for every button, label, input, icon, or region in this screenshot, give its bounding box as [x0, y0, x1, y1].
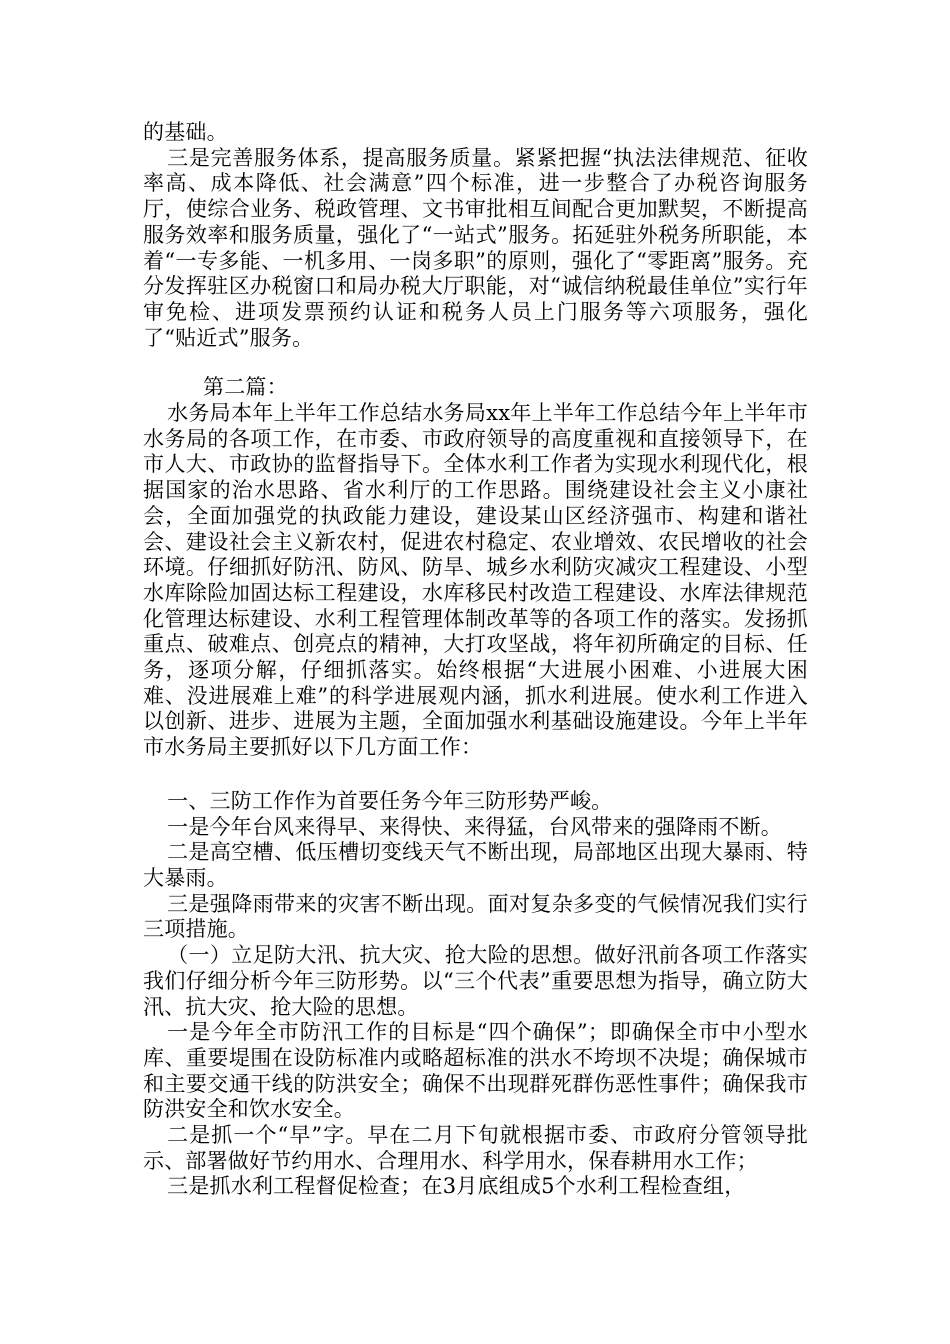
paragraph-item: 一、三防工作作为首要任务今年三防形势严峻。: [167, 788, 613, 813]
paragraph-intro-summary: 水务局本年上半年工作总结水务局xx年上半年工作总结今年上半年市水务局的各项工作，在市委、市政府领导的高度重视和直接领导下，在市人大、市政协的监督指导下。全体水利工作者为实现水利现代化，根据国家的治水思路、省水利厅的工作思路。围绕建设社会主义小康社会，全面加强党的执政能力建设，建设某山区经济强市、构建和谐社会、建设社会主义新农村，促进农村稳定、农业增效、农民增收的社会环境。仔细抓好防汛、防风、防旱、城乡水利防灾减灾工程建设、小型水库除险加固达标工程建设，水库移民村改造工程建设、水库法律规范化管理达标建设、水利工程管理体制改革等的各项工作的落实。发扬抓重点、破难点、创亮点的精神，大打攻坚战，将年初所确定的目标、任务，逐项分解，仔细抓落实。始终根据“大进展小困难、小进展大困难、没进展难上难”的科学进展观内涵，抓水利进展。使水利工作进入以创新、进步、进展为主题，全面加强水利基础设施建设。今年上半年市水务局主要抓好以下几方面工作：: [143, 401, 808, 760]
blank-line: [143, 351, 808, 375]
paragraph-item: 一是今年台风来得早、来得快、来得猛，台风带来的强降雨不断。: [167, 814, 782, 839]
paragraph-item: 一是今年全市防汛工作的目标是“四个确保”；即确保全市中小型水库、重要堤围在设防标准内或略超标准的洪水不垮坝不决堤；确保城市和主要交通干线的防洪安全；确保不出现群死群伤恶性事件；确保我市防洪安全和饮水安全。: [143, 1020, 808, 1122]
paragraph-service-system: 三是完善服务体系，提高服务质量。紧紧把握“执法法律规范、征收率高、成本降低、社会满意”四个标准，进一步整合了办税咨询服务厅，使综合业务、税政管理、文书审批相互间配合更加默契，不断提高服务效率和服务质量，强化了“一站式”服务。拓延驻外税务所职能，本着“一专多能、一机多用、一岗多职”的原则，强化了“零距离”服务。充分发挥驻区办税窗口和局办税大厅职能，对“诚信纳税最佳单位”实行年审免检、进项发票预约认证和税务人员上门服务等六项服务，强化了“贴近式”服务。: [143, 145, 808, 350]
paragraph-item: 三是强降雨带来的灾害不断出现。面对复杂多变的气候情况我们实行三项措施。: [143, 891, 808, 942]
paragraph-item: （一）立足防大汛、抗大灾、抢大险的思想。做好汛前各项工作落实我们仔细分析今年三防形势。以“三个代表”重要思想为指导，确立防大汛、抗大灾、抢大险的思想。: [143, 943, 808, 1019]
document-page: [143, 120, 808, 1200]
blank-line: [143, 761, 808, 789]
paragraph-item: 二是抓一个“早”字。早在二月下旬就根据市委、市政府分管领导批示、部署做好节约用水、合理用水、科学用水，保春耕用水工作；: [143, 1123, 808, 1173]
section-heading-part-two: 第二篇：: [203, 375, 288, 400]
paragraph-continuation: 的基础。: [143, 120, 228, 144]
paragraph-item: 三是抓水利工程督促检查；在3月底组成5个水利工程检查组，: [167, 1174, 746, 1199]
paragraph-item: 二是高空槽、低压槽切变线天气不断出现，局部地区出现大暴雨、特大暴雨。: [143, 840, 808, 890]
